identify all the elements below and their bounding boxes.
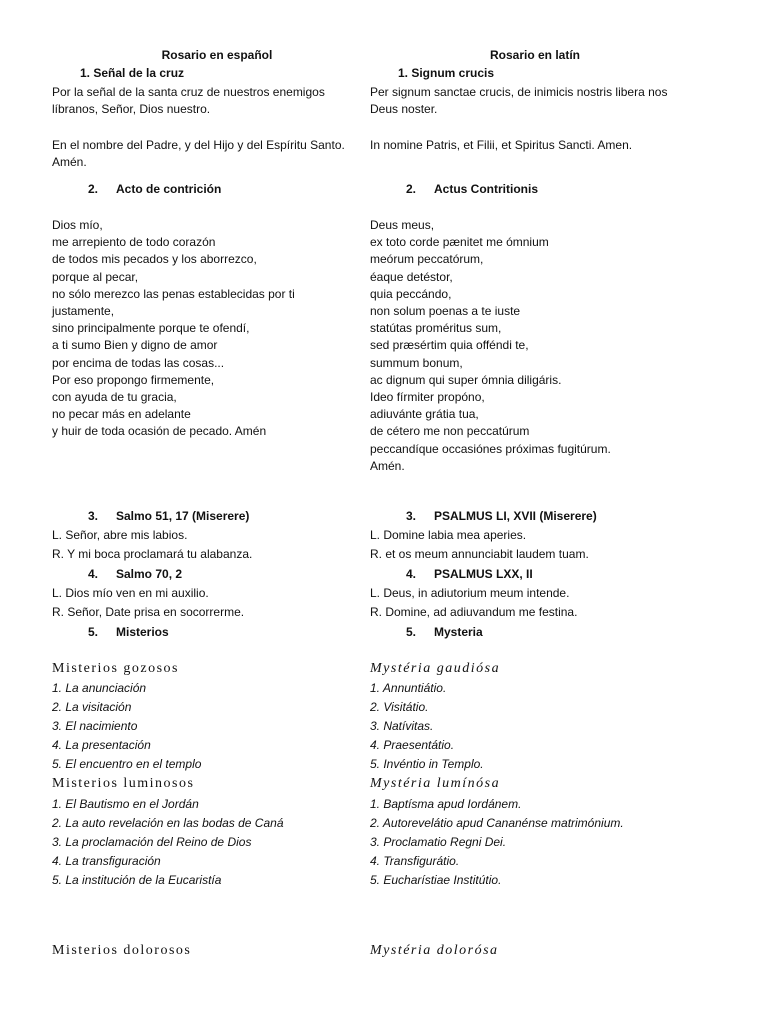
section-5-number: 5. [87, 625, 98, 639]
prayer-line: statútas proméritus sum, [370, 321, 502, 336]
prayer-line: meórum peccatórum, [370, 252, 484, 267]
prayer-line: porque al pecar, [52, 269, 139, 284]
spanish-title: Rosario en español [161, 48, 273, 62]
contrition-prayer [370, 217, 700, 475]
prayer-line: ex toto corde pænitet me ómnium [370, 235, 549, 250]
section-3-heading [52, 508, 382, 525]
luminous-mysteries-list [370, 795, 700, 890]
list-item: 2. Autorevelátio apud Cananénse matrimónium. [370, 816, 624, 830]
joyful-mysteries-list [52, 679, 382, 774]
prayer-line: de cétero me non peccatúrum [370, 424, 530, 439]
joyful-mysteries-list [370, 679, 700, 774]
list-item: 1. El Bautismo en el Jordán [52, 797, 199, 811]
section-5-number: 5. [405, 625, 416, 639]
prayer-line: y huir de toda ocasión de pecado. Amén [52, 424, 267, 439]
section-3-title: Salmo 51, 17 (Miserere) [116, 509, 250, 523]
psalm-70-response: R. Señor, Date prisa en socorrerme. [52, 605, 245, 619]
prayer-line: por encima de todas las cosas... [52, 355, 225, 370]
psalm-51-response: R. Y mi boca proclamará tu alabanza. [52, 547, 253, 561]
psalm-70-leader: L. Deus, in adiutorium meum intende. [370, 586, 570, 600]
psalm-70-response: R. Domine, ad adiuvandum me festina. [370, 605, 578, 619]
section-2-heading [370, 181, 700, 198]
list-item: 5. Invéntio in Templo. [370, 757, 484, 771]
list-item: 1. Annuntiátio. [370, 681, 447, 695]
prayer-line: Amén. [370, 458, 405, 473]
section-4-heading [52, 566, 382, 583]
section-2-title: Acto de contrición [116, 182, 222, 196]
list-item: 2. Visitátio. [370, 700, 429, 714]
prayer-line: justamente, [52, 304, 115, 319]
list-item: 3. Natívitas. [370, 719, 434, 733]
sorrowful-mysteries-title: Misterios dolorosos [52, 943, 192, 958]
section-3-number: 3. [405, 509, 416, 523]
section-2-heading [52, 181, 382, 198]
prayer-line: Por eso propongo firmemente, [52, 372, 215, 387]
psalm-70-leader: L. Dios mío ven en mi auxilio. [52, 586, 209, 600]
list-item: 3. La proclamación del Reino de Dios [52, 835, 252, 849]
list-item: 3. Proclamatio Regni Dei. [370, 835, 507, 849]
prayer-line: quia peccándo, [370, 286, 452, 301]
section-4-heading [370, 566, 700, 583]
section-1-paragraph-2: En el nombre del Padre, y del Hijo y del Espíritu Santo. Amén. [52, 138, 345, 170]
section-5-heading [370, 624, 700, 641]
list-item: 1. Baptísma apud Iordánem. [370, 797, 522, 811]
prayer-line: a ti sumo Bien y digno de amor [52, 338, 218, 353]
luminous-mysteries-list [52, 795, 382, 890]
prayer-line: con ayuda de tu gracia, [52, 390, 177, 405]
psalm-51-leader: L. Domine labia mea aperies. [370, 528, 527, 542]
prayer-line: me arrepiento de todo corazón [52, 235, 216, 250]
psalm-51-response: R. et os meum annunciabit laudem tuam. [370, 547, 589, 561]
list-item: 2. La visitación [52, 700, 132, 714]
section-2-number: 2. [87, 182, 98, 196]
section-1-heading: 1. Señal de la cruz [80, 66, 185, 80]
luminous-mysteries-title: Mystéria lumínósa [370, 776, 501, 791]
latin-title: Rosario en latín [489, 48, 581, 62]
prayer-line: Ideo fírmiter propóno, [370, 390, 485, 405]
prayer-line: no sólo merezco las penas establecidas por ti [52, 286, 295, 301]
list-item: 4. La presentación [52, 738, 151, 752]
list-item: 5. La institución de la Eucaristía [52, 873, 222, 887]
list-item: 4. La transfiguración [52, 854, 161, 868]
section-4-title: PSALMUS LXX, II [434, 567, 533, 581]
luminous-mysteries-title: Misterios luminosos [52, 776, 195, 791]
contrition-prayer [52, 217, 382, 441]
section-2-number: 2. [405, 182, 416, 196]
prayer-line: adiuvánte grátia tua, [370, 407, 479, 422]
section-1-paragraph-1: Por la señal de la santa cruz de nuestros enemigos líbranos, Señor, Dios nuestro. [52, 85, 325, 117]
prayer-line: Dios mío, [52, 218, 103, 232]
prayer-line: peccandíque occasiónes próximas fugitúrum. [370, 441, 611, 456]
prayer-line: sino principalmente porque te ofendí, [52, 321, 250, 336]
list-item: 5. El encuentro en el templo [52, 757, 202, 771]
list-item: 3. El nacimiento [52, 719, 138, 733]
section-1-paragraph-2: In nomine Patris, et Filii, et Spiritus Sancti. Amen. [370, 138, 633, 152]
prayer-line: éaque detéstor, [370, 269, 453, 284]
joyful-mysteries-title: Misterios gozosos [52, 661, 179, 676]
section-5-title: Misterios [116, 625, 169, 639]
prayer-line: de todos mis pecados y los aborrezco, [52, 252, 257, 267]
section-1-heading: 1. Signum crucis [398, 66, 495, 80]
joyful-mysteries-title: Mystéria gaudiósa [370, 661, 501, 676]
prayer-line: ac dignum qui super ómnia diligáris. [370, 372, 562, 387]
section-4-title: Salmo 70, 2 [116, 567, 183, 581]
list-item: 1. La anunciación [52, 681, 147, 695]
sorrowful-mysteries-title: Mystéria dolorósa [370, 943, 499, 958]
list-item: 4. Transfigurátio. [370, 854, 460, 868]
list-item: 2. La auto revelación en las bodas de Caná [52, 816, 284, 830]
section-4-number: 4. [405, 567, 416, 581]
section-3-title: PSALMUS LI, XVII (Miserere) [434, 509, 597, 523]
prayer-line: summum bonum, [370, 355, 463, 370]
section-5-title: Mysteria [434, 625, 483, 639]
list-item: 5. Eucharístiae Institútio. [370, 873, 502, 887]
prayer-line: non solum poenas a te iuste [370, 304, 521, 319]
section-1-paragraph-1: Per signum sanctae crucis, de inimicis nostris libera nos Deus noster. [370, 85, 668, 117]
section-4-number: 4. [87, 567, 98, 581]
prayer-line: Deus meus, [370, 218, 435, 232]
prayer-line: no pecar más en adelante [52, 407, 191, 422]
section-2-title: Actus Contritionis [434, 182, 538, 196]
section-5-heading [52, 624, 382, 641]
prayer-line: sed præsértim quia offéndi te, [370, 338, 529, 353]
psalm-51-leader: L. Señor, abre mis labios. [52, 528, 188, 542]
section-3-number: 3. [87, 509, 98, 523]
list-item: 4. Praesentátio. [370, 738, 455, 752]
section-3-heading [370, 508, 700, 525]
